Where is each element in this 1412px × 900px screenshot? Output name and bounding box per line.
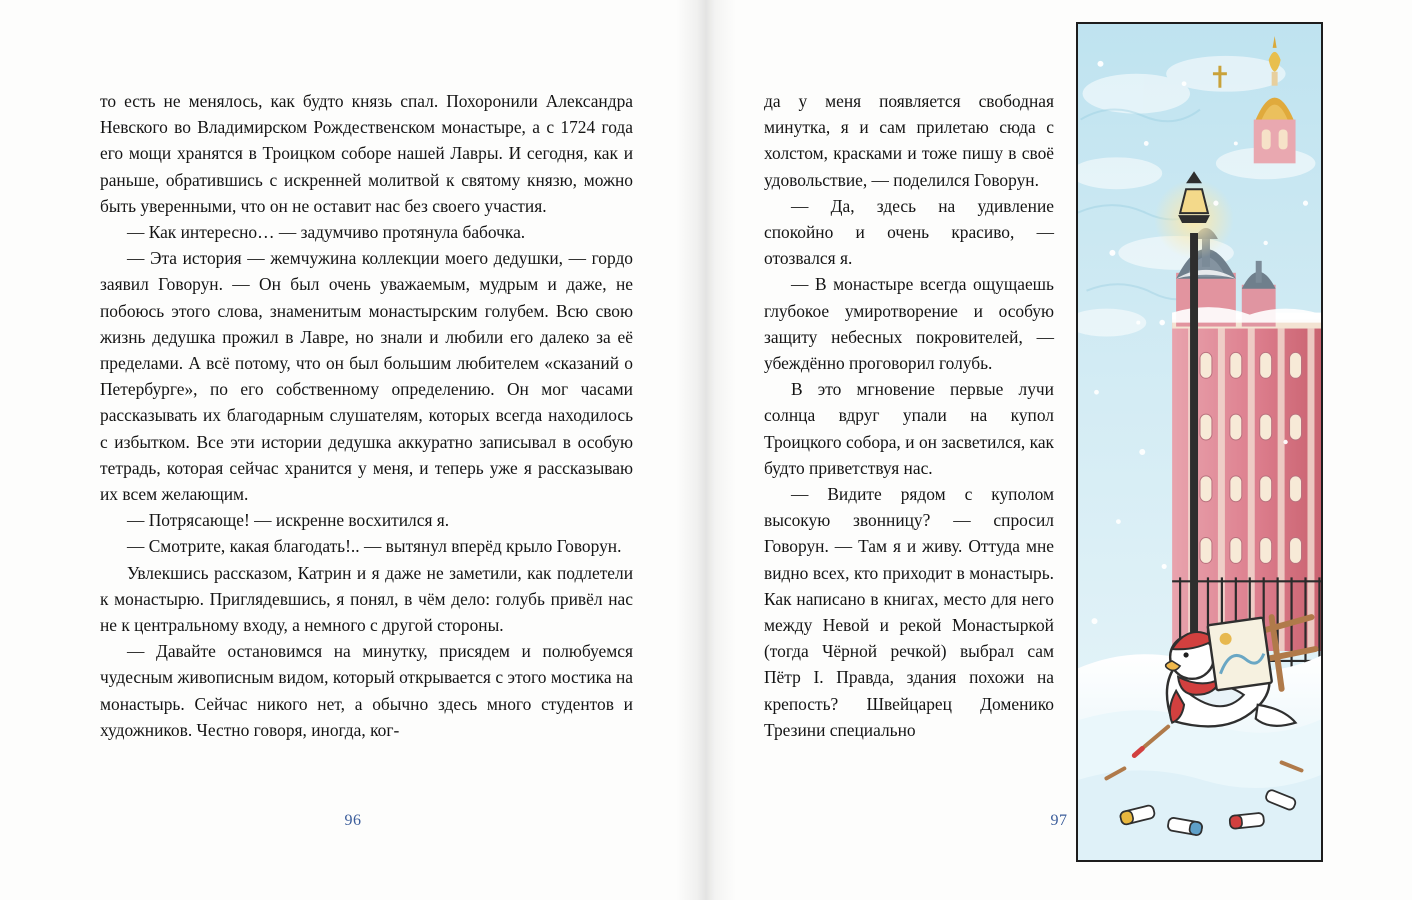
monastery-winter-illustration bbox=[1076, 22, 1323, 862]
right-page bbox=[706, 0, 1412, 900]
paragraph: — Эта история — жемчужина коллекции моего дедушки, — гордо заявил Говорун. — Он был очень уважаемым, мудрым и даже, не побоюсь этого слова, знаменитым монастырским голубем. Всю свою жизнь дедушка прожил в Лавре, но знали и любили его далеко за её пределами. А всё потому, что он был большим любителем «сказаний о Петербурге», по его собственному определению. Он мог часами рассказывать их благодарным слушателям, которых всегда находилось с избытком. Все эти истории дедушка аккуратно записывал в особую тетрадь, которая сейчас хранится у меня, и теперь уже я рассказываю их всем желающим. bbox=[100, 248, 633, 505]
paragraph: — Давайте остановимся на минутку, присядем и полюбуемся чудесным живописным видом, который открывается с этого мостика на монастырь. Сейчас никого нет, а обычно здесь много студентов и художников. Честно говоря, иногда, ког- bbox=[100, 641, 633, 740]
paragraph: В это мгновение первые лучи солнца вдруг упали на купол Троицкого собора, и он засветился, как будто приветствуя нас. bbox=[764, 379, 1054, 478]
paragraph: — В монастыре всегда ощущаешь глубокое умиротворение и особую защиту небесных покровителей, — убеждённо проговорил голубь. bbox=[764, 274, 1054, 374]
paragraph: — Потрясающе! — искренне восхитился я. bbox=[126, 510, 450, 531]
paragraph: — Видите рядом с куполом высокую звонницу? — спросил Говорун. — Там я и живу. Оттуда мне видно всех, кто приходит в монастырь. Как написано в книгах, место для него между Невой и рекой Монастыркой (тогда Чёрной речкой) выбрал сам Пётр I. Правда, здания похожи на крепость? Швейцарец Доменико Трезини специально bbox=[764, 484, 1054, 740]
page-number-right: 97 bbox=[1050, 812, 1068, 829]
canvas-on-easel bbox=[1208, 618, 1272, 691]
page-number-left: 96 bbox=[344, 812, 362, 829]
paragraph: то есть не менялось, как будто князь спал. Похоронили Александра Невского во Владимирском Рождественском монастыре, а с 1724 года его мощи хранятся в Троицком соборе нашей Лавры. И сегодня, как и раньше, обратившись с искренней молитвой к святому князю, можно быть уверенными, что он не оставит нас без своего участия. bbox=[100, 91, 633, 216]
paragraph: Увлекшись рассказом, Катрин и я даже не заметили, как подлетели к монастырю. Приглядевшись, я понял, в чём дело: голубь привёл нас не к центральному входу, а немного с другой стороны. bbox=[100, 562, 633, 636]
left-page-text-column bbox=[100, 88, 633, 743]
paragraph: — Как интересно… — задумчиво протянула бабочка. bbox=[126, 222, 526, 243]
right-page-text-column bbox=[764, 88, 1054, 743]
paragraph: — Смотрите, какая благодать!.. — вытянул вперёд крыло Говорун. bbox=[126, 536, 622, 557]
paragraph: да у меня появляется свободная минутка, я и сам прилетаю сюда с холстом, красками и тоже пишу в своё удовольствие, — поделился Говорун. bbox=[764, 91, 1054, 190]
illustration-artwork bbox=[1078, 24, 1321, 860]
paragraph: — Да, здесь на удивление спокойно и очень красиво, — отозвался я. bbox=[764, 195, 1054, 269]
